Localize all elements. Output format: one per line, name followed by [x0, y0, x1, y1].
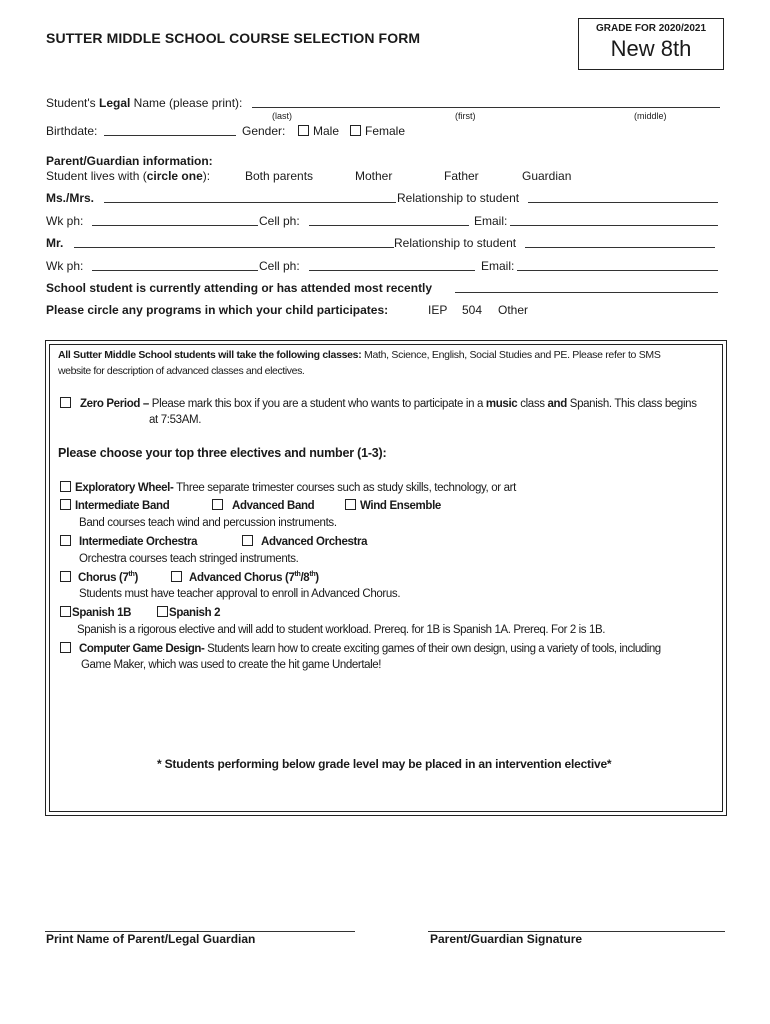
- email-field-2[interactable]: [517, 270, 718, 271]
- exploratory-wheel-bold: Exploratory Wheel-: [75, 482, 174, 494]
- box-intro-line2: website for description of advanced classes and electives.: [58, 365, 305, 377]
- intermediate-band-label: Intermediate Band: [75, 500, 170, 512]
- advanced-chorus-label: Advanced Chorus (7: [189, 572, 295, 584]
- programs-label: Please circle any programs in which your child participates:: [46, 303, 389, 317]
- female-option[interactable]: [350, 124, 405, 138]
- legal-name-label: [46, 96, 242, 110]
- msmrs-label: Ms./Mrs.: [46, 191, 95, 205]
- female-label: Female: [365, 124, 406, 138]
- chorus-description: Students must have teacher approval to enroll in Advanced Chorus.: [79, 588, 401, 600]
- chorus-option[interactable]: [60, 571, 138, 584]
- legal-name-bold: Legal: [99, 96, 131, 110]
- wind-ensemble-label: Wind Ensemble: [360, 500, 441, 512]
- cellph-field-1[interactable]: [309, 225, 469, 226]
- print-name-label: Print Name of Parent/Legal Guardian: [46, 932, 256, 946]
- advanced-band-label: Advanced Band: [232, 500, 315, 512]
- wkph-label-1: Wk ph:: [46, 214, 84, 228]
- legal-name-prefix: Student's: [46, 96, 99, 110]
- spanish-1b-checkbox[interactable]: [60, 606, 71, 617]
- orchestra-description: Orchestra courses teach stringed instruments.: [79, 553, 299, 565]
- zero-period-text: Please mark this box if you are a student who wants to participate in a: [148, 398, 486, 410]
- school-attending-field[interactable]: [455, 292, 718, 293]
- lives-with-prefix: Student lives with (: [46, 169, 147, 183]
- advanced-chorus-checkbox[interactable]: [171, 571, 182, 582]
- program-other[interactable]: Other: [498, 303, 529, 317]
- cellph-field-2[interactable]: [309, 270, 475, 271]
- birthdate-field[interactable]: [104, 135, 236, 136]
- email-label-2: Email:: [481, 259, 515, 273]
- grade-box: [578, 18, 724, 70]
- birthdate-label: Birthdate:: [46, 124, 98, 138]
- game-design-line2: Game Maker, which was used to create the hit game Undertale!: [81, 659, 382, 671]
- gender-label: Gender:: [242, 124, 286, 138]
- wind-ensemble-checkbox[interactable]: [345, 499, 356, 510]
- male-label: Male: [313, 124, 340, 138]
- advanced-chorus-option[interactable]: [171, 571, 319, 584]
- lives-with-label: [46, 169, 210, 183]
- wkph-field-2[interactable]: [92, 270, 258, 271]
- advanced-orchestra-option[interactable]: [242, 535, 367, 548]
- intermediate-orchestra-checkbox[interactable]: [60, 535, 71, 546]
- exploratory-wheel-row: [60, 481, 516, 494]
- advanced-chorus-mid: /8: [300, 572, 310, 584]
- mr-relationship-field[interactable]: [525, 247, 715, 248]
- female-checkbox[interactable]: [350, 125, 361, 136]
- cellph-label-2: Cell ph:: [259, 259, 300, 273]
- intermediate-band-checkbox[interactable]: [60, 499, 71, 510]
- wkph-label-2: Wk ph:: [46, 259, 84, 273]
- lives-with-mother[interactable]: Mother: [355, 169, 393, 183]
- intermediate-band-option[interactable]: [60, 499, 169, 512]
- zero-period-text3: Spanish. This class begins: [566, 398, 697, 410]
- intervention-footnote: * Students performing below grade level may be placed in an intervention elective*: [157, 757, 612, 771]
- wkph-field-1[interactable]: [92, 225, 258, 226]
- grade-value: New 8th: [610, 36, 692, 61]
- spanish-2-label: Spanish 2: [169, 607, 221, 619]
- mr-relationship-label: Relationship to student: [394, 236, 517, 250]
- mr-name-field[interactable]: [74, 247, 310, 248]
- zero-period-line2: at 7:53AM.: [149, 414, 202, 426]
- choose-heading: Please choose your top three electives and number (1-3):: [58, 446, 387, 460]
- first-label: (first): [455, 111, 476, 121]
- game-design-checkbox[interactable]: [60, 642, 71, 653]
- lives-with-both-parents[interactable]: Both parents: [245, 169, 314, 183]
- wind-ensemble-option[interactable]: [345, 499, 441, 512]
- intermediate-orchestra-option[interactable]: [60, 535, 197, 548]
- email-field-1[interactable]: [510, 225, 718, 226]
- lives-with-bold: circle one: [146, 169, 203, 183]
- spanish-1b-label: Spanish 1B: [72, 607, 132, 619]
- last-label: (last): [272, 111, 292, 121]
- legal-name-suffix: Name (please print):: [130, 96, 243, 110]
- advanced-chorus-label-end: ): [315, 572, 319, 584]
- middle-label: (middle): [634, 111, 667, 121]
- zero-period-bold: Zero Period –: [80, 398, 149, 410]
- spanish-1b-option[interactable]: [60, 606, 131, 619]
- zero-period-checkbox[interactable]: [60, 397, 71, 408]
- exploratory-wheel-checkbox[interactable]: [60, 481, 71, 492]
- lives-with-father[interactable]: Father: [444, 169, 479, 183]
- mr-label: Mr.: [46, 236, 64, 250]
- lives-with-suffix: ):: [202, 169, 211, 183]
- zero-period-and: and: [547, 398, 567, 410]
- msmrs-relationship-label: Relationship to student: [397, 191, 520, 205]
- program-iep[interactable]: IEP: [428, 303, 448, 317]
- email-label-1: Email:: [474, 214, 508, 228]
- advanced-band-checkbox[interactable]: [212, 499, 223, 510]
- advanced-orchestra-checkbox[interactable]: [242, 535, 253, 546]
- box-intro-bold: All Sutter Middle School students will take the following classes:: [58, 349, 362, 361]
- signature-label: Parent/Guardian Signature: [430, 932, 583, 946]
- spanish-description: Spanish is a rigorous elective and will add to student workload. Prereq. for 1B is Spanish 1A. Prereq. For 2 is 1B.: [77, 624, 606, 636]
- spanish-2-option[interactable]: [157, 606, 220, 619]
- grade-label: GRADE FOR 2020/2021: [595, 23, 707, 34]
- msmrs-name-field[interactable]: [104, 202, 396, 203]
- box-intro-line1: [58, 349, 661, 361]
- msmrs-relationship-field[interactable]: [528, 202, 718, 203]
- advanced-orchestra-label: Advanced Orchestra: [261, 536, 368, 548]
- mr-name-field-extension[interactable]: [310, 247, 394, 248]
- chorus-label-end: ): [134, 572, 138, 584]
- legal-name-field[interactable]: [252, 107, 720, 108]
- chorus-label: Chorus (7: [78, 572, 129, 584]
- program-504[interactable]: 504: [462, 303, 483, 317]
- zero-period-text2: class: [517, 398, 548, 410]
- exploratory-wheel-text: Three separate trimester courses such as study skills, technology, or art: [173, 482, 516, 494]
- male-option[interactable]: [298, 124, 339, 138]
- advanced-chorus-sup1: th: [294, 571, 301, 579]
- cellph-label-1: Cell ph:: [259, 214, 300, 228]
- advanced-band-option[interactable]: [212, 499, 314, 512]
- lives-with-guardian[interactable]: Guardian: [522, 169, 572, 183]
- advanced-chorus-sup2: th: [309, 571, 316, 579]
- spanish-2-checkbox[interactable]: [157, 606, 168, 617]
- school-attending-label: School student is currently attending or has attended most recently: [46, 281, 433, 295]
- form-title: SUTTER MIDDLE SCHOOL COURSE SELECTION FORM: [46, 30, 421, 46]
- game-design-text: Students learn how to create exciting games of their own design, using a variety of tools, including: [204, 643, 661, 655]
- intermediate-orchestra-label: Intermediate Orchestra: [79, 536, 198, 548]
- parent-heading: Parent/Guardian information:: [46, 154, 213, 168]
- game-design-bold: Computer Game Design-: [79, 643, 205, 655]
- band-description: Band courses teach wind and percussion instruments.: [79, 517, 337, 529]
- box-intro-rest: Math, Science, English, Social Studies and PE. Please refer to SMS: [361, 349, 661, 361]
- chorus-sup: th: [128, 571, 135, 579]
- chorus-checkbox[interactable]: [60, 571, 71, 582]
- male-checkbox[interactable]: [298, 125, 309, 136]
- zero-period-line1: [60, 397, 697, 410]
- game-design-row: [60, 642, 661, 655]
- electives-box: [45, 340, 727, 816]
- zero-period-music: music: [485, 398, 518, 410]
